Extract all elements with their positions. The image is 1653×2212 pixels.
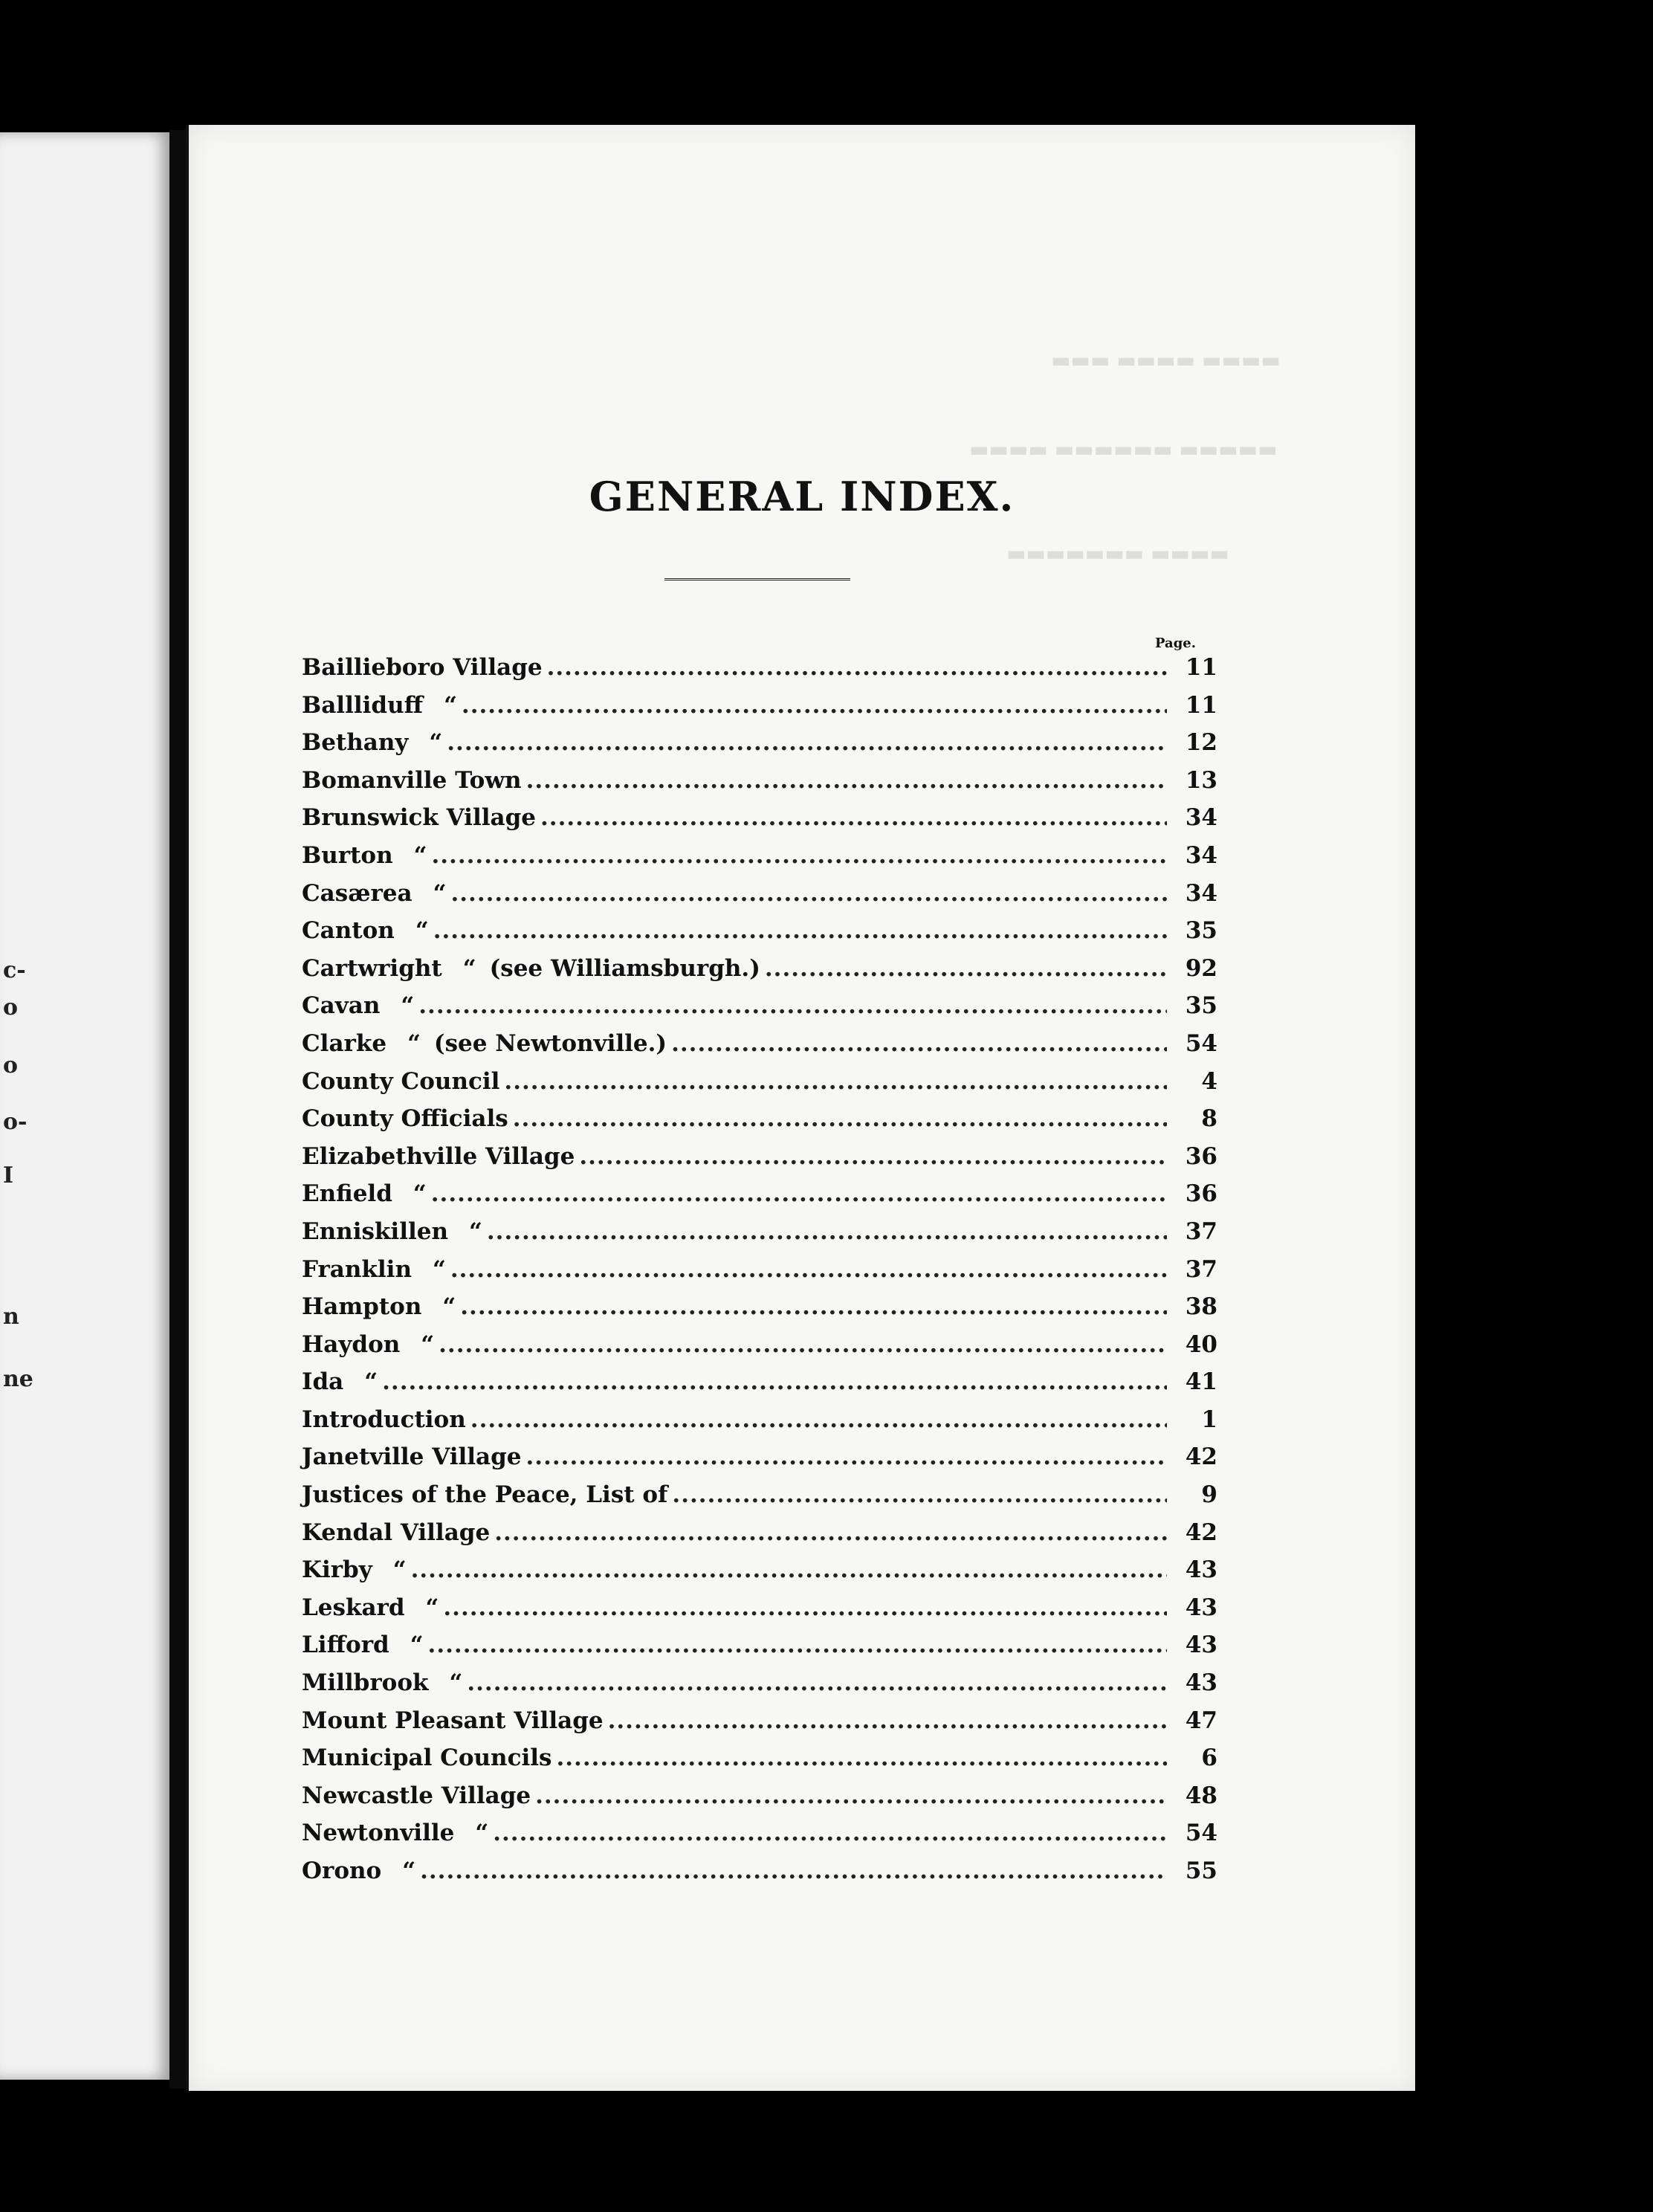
entry-page-number: 36 [1185, 1142, 1217, 1170]
dot-leader [467, 1669, 1167, 1696]
entry-name: Canton [302, 917, 395, 945]
entry-name: Bomanville Town [302, 766, 522, 794]
dot-leader [450, 1256, 1167, 1283]
index-entry [302, 1782, 1217, 1820]
entry-page-number: 34 [1185, 841, 1217, 869]
index-entry [302, 804, 1217, 842]
dot-leader [672, 1481, 1167, 1508]
dot-leader [382, 1368, 1167, 1395]
index-entry [302, 1519, 1217, 1557]
entry-name: Bethany [302, 729, 409, 757]
entry-page-number: 41 [1185, 1368, 1217, 1396]
dot-leader [450, 880, 1167, 907]
entry-page-number: 55 [1185, 1857, 1217, 1884]
page-title: GENERAL INDEX. [589, 473, 1015, 520]
dot-leader [411, 1556, 1167, 1583]
index-entry [302, 1180, 1217, 1218]
entry-page-number: 43 [1185, 1669, 1217, 1697]
index-entry [302, 992, 1217, 1030]
index-entry [302, 1556, 1217, 1594]
entry-page-number: 8 [1201, 1105, 1217, 1133]
dot-leader [765, 955, 1167, 982]
index-entry [302, 1368, 1217, 1406]
index-entry [302, 1857, 1217, 1895]
entry-page-number: 37 [1185, 1255, 1217, 1283]
index-page [186, 125, 1415, 2091]
title-rule [664, 578, 850, 586]
dot-leader [547, 654, 1167, 681]
entry-name: Burton [302, 841, 393, 869]
dot-leader [462, 692, 1167, 719]
left-page-fragment: o [3, 995, 19, 1021]
index-entry [302, 1105, 1217, 1143]
index-entry [302, 1481, 1217, 1519]
index-entry [302, 917, 1217, 955]
entry-name: Janetville Village [302, 1443, 522, 1471]
dot-leader [443, 1594, 1167, 1621]
index-entry [302, 1707, 1217, 1745]
entry-name: Ballliduff [302, 691, 424, 719]
dot-leader [671, 1030, 1167, 1057]
entry-page-number: 43 [1185, 1631, 1217, 1659]
dot-leader [447, 729, 1167, 756]
ditto-mark: “ [469, 1217, 482, 1245]
entry-name: Justices of the Peace, List of [302, 1481, 668, 1509]
book-spine [169, 130, 187, 2089]
index-list [302, 654, 1217, 1895]
dot-leader [420, 1857, 1167, 1884]
entry-page-number: 38 [1185, 1293, 1217, 1321]
entry-page-number: 35 [1185, 917, 1217, 945]
index-entry [302, 1030, 1217, 1068]
dot-leader [428, 1631, 1167, 1658]
index-entry [302, 1406, 1217, 1444]
ditto-mark: “ [364, 1368, 378, 1396]
left-page-fragment: n [3, 1304, 19, 1330]
entry-page-number: 54 [1185, 1029, 1217, 1057]
index-entry [302, 1143, 1217, 1181]
entry-name: Kendal Village [302, 1519, 491, 1546]
entry-name: Cartwright [302, 954, 442, 982]
show-through-decoration: ▬▬▬▬ ▬▬▬▬▬▬▬ [1006, 541, 1229, 566]
ditto-mark: “ [402, 1857, 416, 1884]
entry-name: Ida [302, 1368, 344, 1396]
ditto-mark: “ [407, 1029, 421, 1057]
entry-page-number: 34 [1185, 804, 1217, 832]
entry-name: Municipal Councils [302, 1744, 552, 1772]
entry-note: (see Newtonville.) [433, 1029, 667, 1057]
entry-page-number: 1 [1201, 1406, 1217, 1433]
left-page-fragment: c- [3, 957, 26, 983]
index-entry [302, 1820, 1217, 1857]
entry-name: Mount Pleasant Village [302, 1707, 604, 1734]
dot-leader [431, 1180, 1167, 1207]
entry-page-number: 54 [1185, 1820, 1217, 1847]
ditto-mark: “ [433, 1255, 446, 1283]
entry-page-number: 43 [1185, 1594, 1217, 1621]
index-entry [302, 767, 1217, 805]
left-page-fragment: o [3, 1052, 19, 1078]
entry-page-number: 6 [1201, 1744, 1217, 1772]
entry-name: Kirby [302, 1556, 372, 1584]
entry-name: Millbrook [302, 1669, 429, 1697]
ditto-mark: “ [421, 1330, 435, 1358]
left-page-fragment: ne [3, 1366, 33, 1392]
entry-name: Enniskillen [302, 1217, 449, 1245]
index-entry [302, 1293, 1217, 1331]
index-entry [302, 1631, 1217, 1669]
ditto-mark: “ [475, 1820, 489, 1847]
entry-page-number: 40 [1185, 1330, 1217, 1358]
index-entry [302, 955, 1217, 993]
ditto-mark: “ [442, 1293, 456, 1321]
entry-page-number: 48 [1185, 1782, 1217, 1809]
index-entry [302, 729, 1217, 767]
entry-name: Haydon [302, 1330, 401, 1358]
entry-name: Hampton [302, 1293, 422, 1321]
entry-name: Elizabethville Village [302, 1142, 575, 1170]
ditto-mark: “ [462, 954, 476, 982]
index-entry [302, 1331, 1217, 1369]
ditto-mark: “ [415, 917, 429, 945]
index-entry [302, 1594, 1217, 1632]
left-page-edge [0, 132, 171, 2080]
left-page-fragment: I [3, 1162, 14, 1189]
ditto-mark: “ [449, 1669, 463, 1697]
entry-name: Lifford [302, 1631, 389, 1659]
entry-note: (see Williamsburgh.) [489, 954, 760, 982]
index-entry [302, 654, 1217, 692]
entry-page-number: 42 [1185, 1519, 1217, 1546]
dot-leader [439, 1331, 1167, 1358]
entry-name: Enfield [302, 1180, 392, 1208]
dot-leader [470, 1406, 1167, 1433]
dot-leader [579, 1143, 1167, 1170]
dot-leader [526, 767, 1167, 794]
entry-name: Franklin [302, 1255, 412, 1283]
dot-leader [431, 842, 1167, 869]
dot-leader [556, 1744, 1167, 1771]
entry-page-number: 13 [1185, 766, 1217, 794]
entry-page-number: 11 [1185, 654, 1217, 681]
dot-leader [608, 1707, 1167, 1734]
entry-page-number: 12 [1185, 729, 1217, 757]
entry-page-number: 35 [1185, 992, 1217, 1020]
index-entry [302, 880, 1217, 918]
entry-name: Introduction [302, 1406, 466, 1433]
dot-leader [513, 1105, 1167, 1132]
index-entry [302, 1669, 1217, 1707]
dot-leader [526, 1443, 1167, 1470]
entry-page-number: 43 [1185, 1556, 1217, 1584]
entry-name: County Officials [302, 1105, 508, 1133]
entry-page-number: 37 [1185, 1217, 1217, 1245]
entry-page-number: 92 [1185, 954, 1217, 982]
entry-name: Casærea [302, 879, 413, 907]
show-through-decoration: ▬▬▬▬▬ ▬▬▬▬▬▬ ▬▬▬▬ [969, 437, 1278, 462]
dot-leader [460, 1293, 1167, 1320]
entry-name: Brunswick Village [302, 804, 536, 832]
index-entry [302, 1068, 1217, 1106]
entry-page-number: 9 [1201, 1481, 1217, 1509]
page-column-label: Page. [1155, 636, 1197, 651]
ditto-mark: “ [413, 1180, 427, 1208]
dot-leader [504, 1068, 1167, 1095]
dot-leader [487, 1218, 1167, 1245]
entry-name: Orono [302, 1857, 382, 1884]
index-entry [302, 1256, 1217, 1294]
dot-leader [493, 1820, 1167, 1846]
ditto-mark: “ [401, 992, 415, 1020]
index-entry [302, 1218, 1217, 1256]
index-entry [302, 692, 1217, 730]
dot-leader [494, 1519, 1167, 1546]
entry-name: Cavan [302, 992, 381, 1020]
ditto-mark: “ [433, 879, 447, 907]
left-page-fragment: o- [3, 1109, 28, 1135]
show-through-decoration: ▬▬▬▬ ▬▬▬▬ ▬▬▬ [1051, 348, 1281, 372]
entry-page-number: 47 [1185, 1707, 1217, 1734]
entry-page-number: 11 [1185, 691, 1217, 719]
entry-name: Newtonville [302, 1820, 455, 1847]
ditto-mark: “ [425, 1594, 439, 1621]
ditto-mark: “ [392, 1556, 407, 1584]
index-entry [302, 1443, 1217, 1481]
entry-page-number: 36 [1185, 1180, 1217, 1208]
ditto-mark: “ [413, 841, 427, 869]
entry-name: County Council [302, 1067, 500, 1095]
dot-leader [540, 804, 1167, 831]
entry-page-number: 42 [1185, 1443, 1217, 1471]
entry-name: Newcastle Village [302, 1782, 531, 1809]
index-entry [302, 842, 1217, 880]
ditto-mark: “ [410, 1631, 424, 1659]
entry-name: Leskard [302, 1594, 405, 1621]
index-entry [302, 1744, 1217, 1782]
dot-leader [433, 917, 1167, 944]
dot-leader [418, 992, 1167, 1019]
dot-leader [535, 1782, 1167, 1809]
entry-page-number: 34 [1185, 879, 1217, 907]
ditto-mark: “ [429, 729, 443, 757]
entry-name: Baillieboro Village [302, 654, 543, 681]
entry-page-number: 4 [1201, 1067, 1217, 1095]
ditto-mark: “ [444, 691, 457, 719]
entry-name: Clarke [302, 1029, 387, 1057]
